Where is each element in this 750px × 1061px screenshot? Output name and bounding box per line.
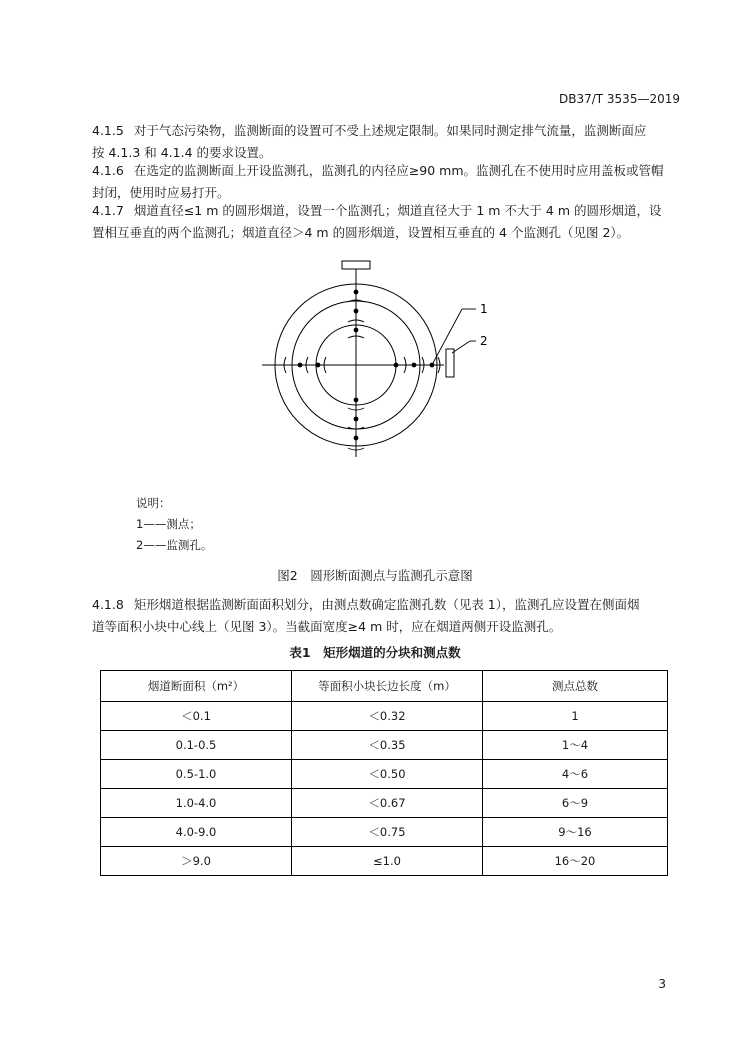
document-header: DB37/T 3535—2019 (558, 92, 680, 106)
table-caption: 表1 矩形烟道的分块和测点数 (289, 645, 461, 660)
clause-number: 4.1.7 (92, 203, 124, 218)
callout-label-2: 2 (480, 334, 488, 348)
table-row (101, 789, 668, 818)
table-cell: 1.0-4.0 (101, 789, 292, 818)
clause-text: 对于气态污染物，监测断面的设置可不受上述规定限制。如果同时测定排气流量，监测断面应 (133, 123, 647, 138)
section-4-1-5 (92, 120, 664, 164)
table-cell: 9～16 (483, 818, 668, 847)
clause-text: 烟道直径≤1 m 的圆形烟道，设置一个监测孔；烟道直径大于 1 m 不大于 4 m 的圆形烟道，设 (133, 203, 662, 218)
table-cell: 1～4 (483, 731, 668, 760)
table-cell: 4.0-9.0 (101, 818, 292, 847)
clause-text-cont: 封闭，使用时应易打开。 (92, 185, 230, 200)
table-row (101, 818, 668, 847)
table-row (101, 847, 668, 876)
legend-item: 2——监测孔。 (136, 538, 213, 552)
section-4-1-6 (92, 160, 664, 204)
clause-text: 在选定的监测断面上开设监测孔，监测孔的内径应≥90 mm。监测孔在不使用时应用盖板或管帽 (133, 163, 664, 178)
callout-leader-2 (452, 341, 470, 353)
ring-arc-marks (284, 300, 440, 450)
table-cell: 4～6 (483, 760, 668, 789)
column-header: 测点总数 (483, 671, 668, 702)
page-number: 3 (658, 977, 666, 991)
legend-item: 1——测点； (136, 517, 201, 531)
table-cell: ＜0.35 (292, 731, 483, 760)
partition-table (100, 670, 668, 876)
table-header-row (101, 671, 668, 702)
table-cell: 6～9 (483, 789, 668, 818)
clause-text-cont: 置相互垂直的两个监测孔；烟道直径＞4 m 的圆形烟道，设置相互垂直的 4 个监测孔（见图 2）。 (92, 225, 630, 240)
clause-number: 4.1.8 (92, 597, 124, 612)
table-cell: 16～20 (483, 847, 668, 876)
table-row (101, 702, 668, 731)
clause-number: 4.1.5 (92, 123, 124, 138)
monitoring-port-top (342, 261, 370, 269)
table-cell: ＞9.0 (101, 847, 292, 876)
table-cell: ＜0.50 (292, 760, 483, 789)
clause-text-cont: 道等面积小块中心线上（见图 3）。当截面宽度≥4 m 时，应在烟道两侧开设监测孔。 (92, 619, 562, 634)
clause-text: 矩形烟道根据监测断面面积划分，由测点数确定监测孔数（见表 1），监测孔应设置在侧面烟 (133, 597, 640, 612)
legend-title: 说明： (136, 496, 171, 510)
table-cell: 0.5-1.0 (101, 760, 292, 789)
figure-caption: 图2 圆形断面测点与监测孔示意图 (277, 568, 473, 583)
column-header: 烟道断面积（m²） (101, 671, 292, 702)
table-cell: 1 (483, 702, 668, 731)
table-cell: ＜0.1 (101, 702, 292, 731)
table-cell: 0.1-0.5 (101, 731, 292, 760)
circular-section-diagram (240, 255, 520, 475)
clause-text-cont: 按 4.1.3 和 4.1.4 的要求设置。 (92, 145, 272, 160)
table-cell: ＜0.32 (292, 702, 483, 731)
section-4-1-8 (92, 594, 664, 638)
column-header: 等面积小块长边长度（m） (292, 671, 483, 702)
monitoring-port-right (446, 349, 454, 377)
table-row (101, 760, 668, 789)
table-cell: ＜0.75 (292, 818, 483, 847)
table-cell: ＜0.67 (292, 789, 483, 818)
figure-legend (136, 493, 212, 556)
table-cell: ≤1.0 (292, 847, 483, 876)
callout-label-1: 1 (480, 302, 488, 316)
section-4-1-7 (92, 200, 664, 244)
clause-number: 4.1.6 (92, 163, 124, 178)
table-row (101, 731, 668, 760)
